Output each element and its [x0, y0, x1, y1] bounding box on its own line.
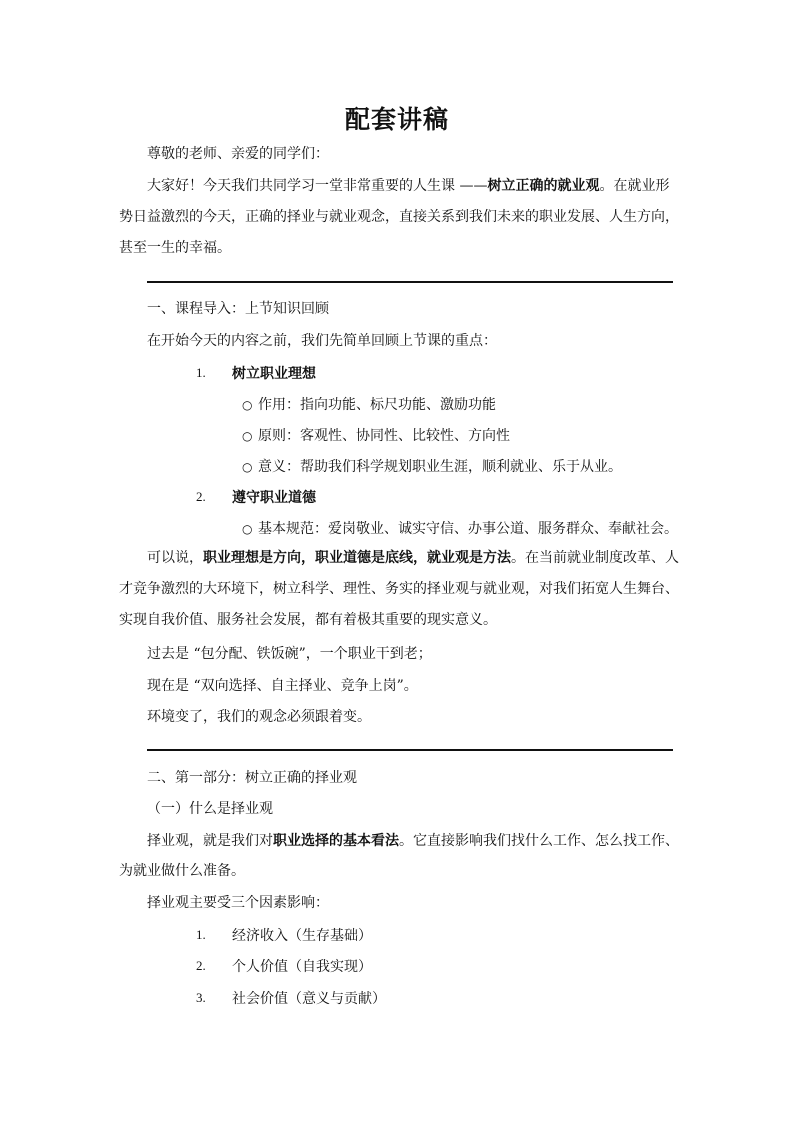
- factor-item-social-value: 社会价值（意义与贡献）: [232, 991, 386, 1007]
- intro-text-a: 大家好！今天我们共同学习一堂非常重要的人生课 ——: [147, 178, 488, 194]
- summary-text-c: 。在当前就业制度改革、人: [511, 550, 679, 566]
- document-title: 配套讲稿: [344, 105, 449, 134]
- definition-line-1: [147, 832, 687, 850]
- intro-text-c: 。在就业形: [599, 178, 670, 194]
- factor-item-income: 经济收入（生存基础）: [232, 928, 372, 944]
- greeting: 尊敬的老师、亲爱的同学们：: [147, 146, 329, 162]
- summary-emphasis: 职业理想是方向，职业道德是底线，就业观是方法: [203, 550, 511, 566]
- intro-line-2: 势日益激烈的今天，正确的择业与就业观念，直接关系到我们未来的职业发展、人生方向，: [119, 209, 679, 225]
- bullet-item: [242, 518, 678, 538]
- bullet-text: 原则：客观性、协同性、比较性、方向性: [258, 428, 510, 444]
- bullet-text: 作用：指向功能、标尺功能、激励功能: [258, 397, 496, 413]
- bullet-item: [242, 456, 622, 476]
- section1-lead: 在开始今天的内容之前，我们先简单回顾上节课的重点：: [147, 333, 497, 349]
- bullet-item: [242, 394, 496, 414]
- summary-line-2: 才竞争激烈的大环境下，树立科学、理性、务实的择业观与就业观，对我们拓宽人生舞台、: [119, 581, 679, 597]
- divider-2: [147, 749, 673, 751]
- list-number: 2.: [196, 489, 206, 504]
- divider-1: [147, 281, 673, 283]
- now-statement: 现在是 “双向选择、自主择业、竞争上岗”。: [147, 678, 418, 694]
- bullet-text: 意义：帮助我们科学规划职业生涯，顺利就业、乐于从业。: [258, 459, 622, 475]
- bullet-text: 基本规范：爱岗敬业、诚实守信、办事公道、服务群众、奉献社会。: [258, 521, 678, 537]
- change-statement: 环境变了，我们的观念必须跟着变。: [147, 709, 371, 725]
- list-item-career-ideal: 树立职业理想: [232, 366, 316, 382]
- section2-heading: 二、第一部分：树立正确的择业观: [147, 770, 357, 786]
- definition-line-2: 为就业做什么准备。: [119, 863, 245, 879]
- summary-text-a: 可以说，: [147, 550, 203, 566]
- intro-emphasis: 树立正确的就业观: [487, 178, 600, 194]
- intro-line-3: 甚至一生的幸福。: [119, 240, 231, 256]
- bullet-item: [242, 425, 510, 445]
- definition-text-a: 择业观，就是我们对: [147, 833, 273, 849]
- circle-bullet-icon: ○: [242, 460, 253, 474]
- list-number: 1.: [196, 927, 206, 942]
- definition-emphasis: 职业选择的基本看法: [273, 833, 399, 849]
- past-statement: 过去是 “包分配、铁饭碗”，一个职业干到老；: [147, 646, 432, 662]
- factors-lead: 择业观主要受三个因素影响：: [147, 895, 329, 911]
- section2-subheading: （一）什么是择业观: [147, 801, 273, 817]
- list-number: 2.: [196, 958, 206, 973]
- factor-item-personal-value: 个人价值（自我实现）: [232, 959, 372, 975]
- list-item-professional-ethics: 遵守职业道德: [232, 490, 316, 506]
- list-number: 1.: [196, 365, 206, 380]
- list-number: 3.: [196, 990, 206, 1005]
- intro-line-1: [147, 177, 687, 195]
- summary-line-3: 实现自我价值、服务社会发展，都有着极其重要的现实意义。: [119, 612, 497, 628]
- circle-bullet-icon: ○: [242, 429, 253, 443]
- section1-heading: 一、课程导入：上节知识回顾: [147, 301, 329, 317]
- circle-bullet-icon: ○: [242, 522, 253, 536]
- summary-line-1: [147, 549, 687, 567]
- circle-bullet-icon: ○: [242, 398, 253, 412]
- definition-text-c: 。它直接影响我们找什么工作、怎么找工作、: [399, 833, 679, 849]
